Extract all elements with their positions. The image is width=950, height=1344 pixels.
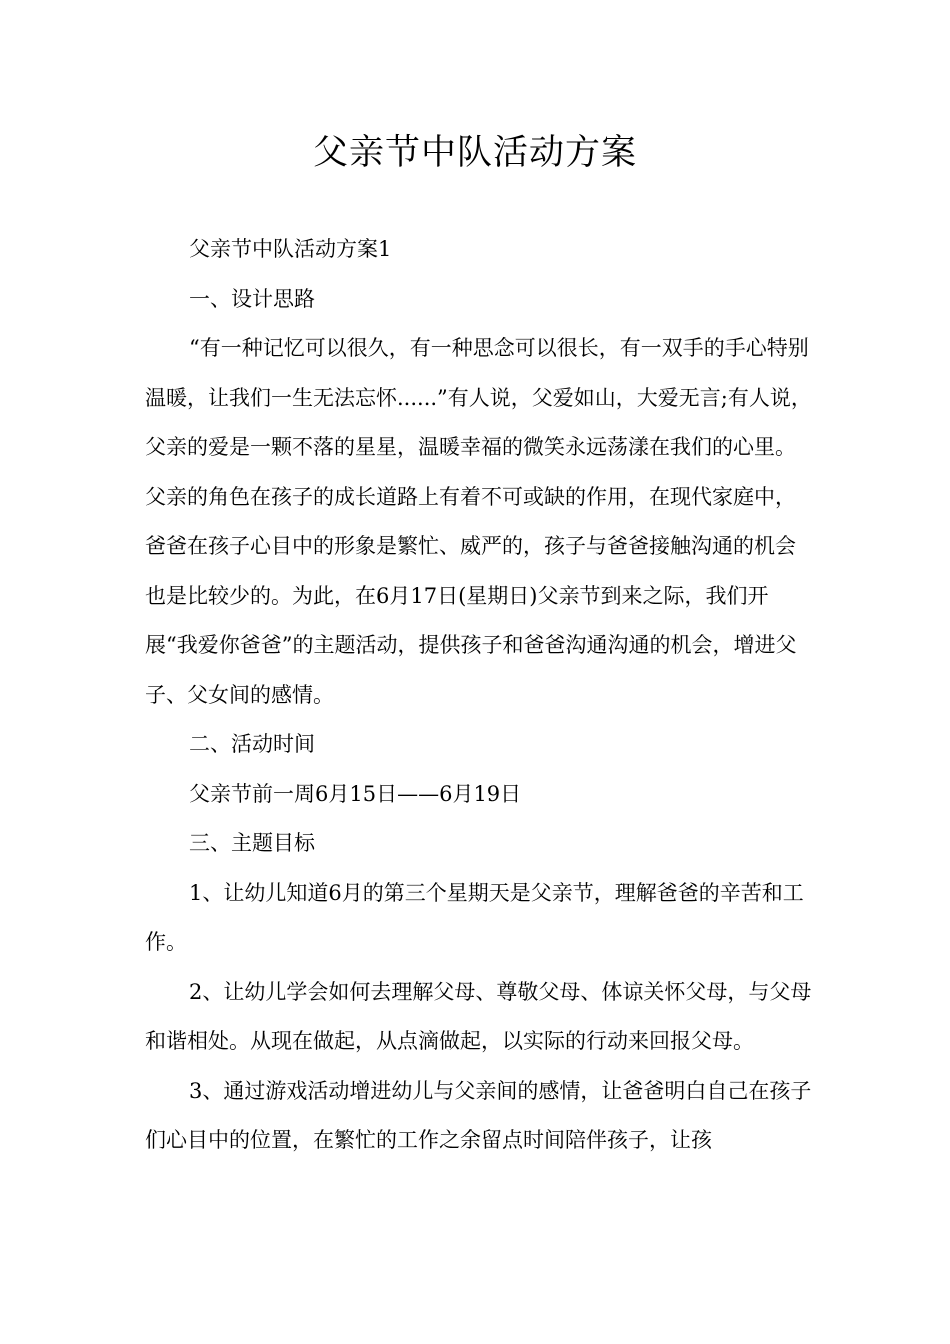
goal-item-1: 1、让幼儿知道6月的第三个星期天是父亲节，理解爸爸的辛苦和工作。 (145, 880, 804, 954)
section-heading-time: 二、活动时间 (189, 732, 315, 756)
goal-item-2: 2、让幼儿学会如何去理解父母、尊敬父母、体谅关怀父母，与父母和谐相处。从现在做起，从点滴做起，以实际的行动来回报父母。 (145, 979, 812, 1053)
section-subtitle: 父亲节中队活动方案1 (189, 237, 392, 261)
paragraph-activity-time: 父亲节前一周6月15日——6月19日 (189, 781, 522, 806)
document-body (145, 225, 815, 1166)
document-title: 父亲节中队活动方案 (312, 133, 637, 173)
goal-item-3: 3、通过游戏活动增进幼儿与父亲间的感情，让爸爸明白自己在孩子们心目中的位置，在繁忙的工作之余留点时间陪伴孩子，让孩 (145, 1078, 812, 1152)
section-heading-design: 一、设计思路 (189, 286, 315, 311)
section-heading-goals: 三、主题目标 (189, 831, 315, 855)
paragraph-design-idea: “有一种记忆可以很久，有一种思念可以很长，有一双手的手心特别温暖，让我们一生无法忘怀......”有人说，父爱如山，大爱无言;有人说，父亲的爱是一颗不落的星星，温暖幸福的微笑永远荡漾在我们的心里。父亲的角色在孩子的成长道路上有着不可或缺的作用，在现代家庭中，爸爸在孩子心目中的形象是繁忙、威严的，孩子与爸爸接触沟通的机会也是比较少的。为此，在6月17日(星期日)父亲节到来之际，我们开展“我爱你爸爸”的主题活动，提供孩子和爸爸沟通沟通的机会，增进父子、父女间的感情。 (145, 336, 812, 707)
